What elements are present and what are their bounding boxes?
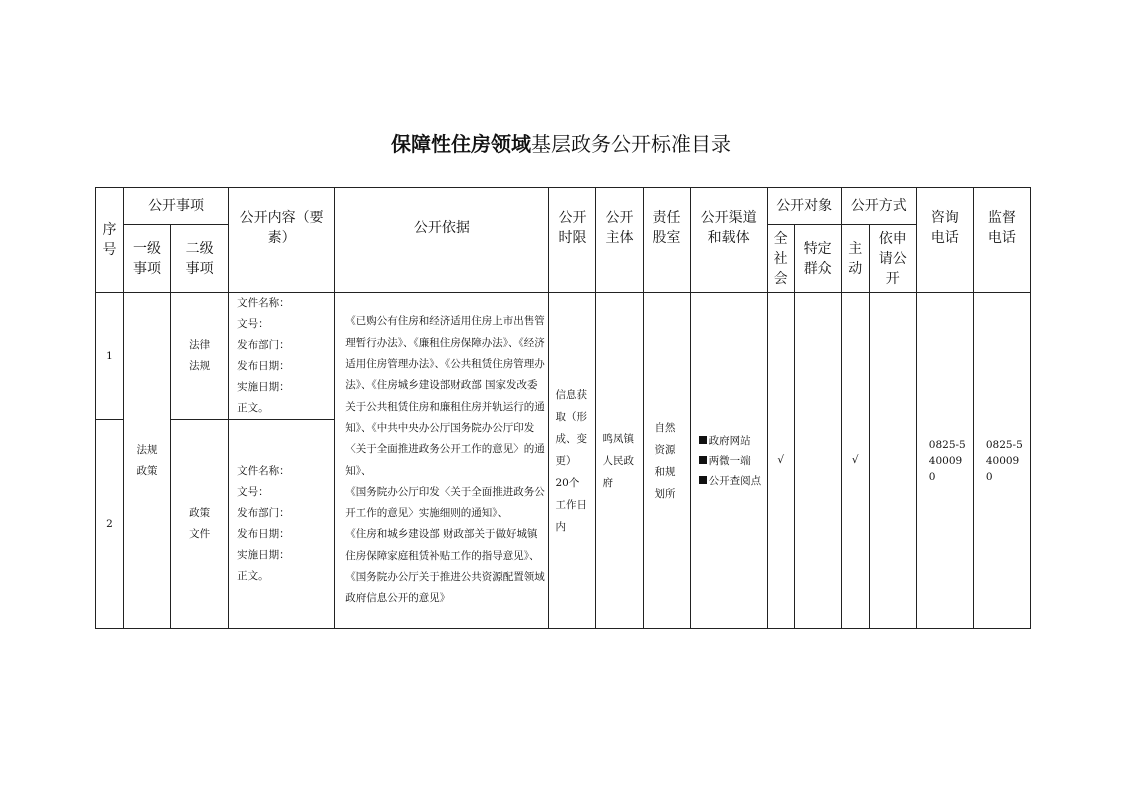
header-seq: 序号 [96,188,124,293]
table-row [96,293,1031,420]
header-item: 公开事项 [124,188,229,225]
item-l2-cell: 政策文件 [171,420,229,629]
header-dept: 责任股室 [643,188,690,293]
row-seq: 2 [96,420,124,629]
header-target-specific: 特定群众 [794,225,841,293]
channel-item: 两微一端 [699,451,767,471]
content-cell: 文件名称： 文号： 发布部门： 发布日期： 实施日期： 正文。 [229,420,335,629]
title-bold: 保障性住房领域 [391,132,531,156]
header-target: 公开对象 [767,188,841,225]
basis-cell: 《已购公有住房和经济适用住房上市出售管理暂行办法》、《廉租住房保障办法》、《经济适用住房管理办法》、《公共租赁住房管理办法》、《住房城乡建设部财政部 国家发改委关于公共租赁住房和廉租住房并轨运行的通知》、《中共中央办公厅国务院办公厅印发〈关于全面推进政务公开工作的意见〉的通知》、 《国务院办公厅印发〈关于全面推进政务公开工作的意见〉实施细则的通知》、 《住房和城乡建设部 财政部关于做好城镇住房保障家庭租赁补贴工作的指导意见》、《国务院办公厅关于推进公共资源配置领域政府信息公开的意见》 [335,293,549,629]
header-time-limit: 公开时限 [549,188,596,293]
mode-apply-cell [869,293,916,629]
mode-active-check: √ [841,293,869,629]
item-l2-cell: 法律法规 [171,293,229,420]
title-rest: 基层政务公开标准目录 [531,132,731,156]
square-bullet-icon [699,436,707,444]
square-bullet-icon [699,476,707,484]
subject-cell: 鸣凤镇人民政府 [596,293,643,629]
header-mode: 公开方式 [841,188,916,225]
header-item-l1: 一级事项 [124,225,171,293]
item-l1-cell: 法规政策 [124,293,171,629]
header-target-all: 全社会 [767,225,794,293]
content-cell: 文件名称： 文号： 发布部门： 发布日期： 实施日期： 正文。 [229,293,335,420]
header-mode-apply: 依申请公开 [869,225,916,293]
catalog-table [95,187,1031,629]
square-bullet-icon [699,456,707,464]
header-channel: 公开渠道和载体 [690,188,767,293]
target-all-check: √ [767,293,794,629]
header-content: 公开内容（要素） [229,188,335,293]
header-supervise-phone: 监督电话 [973,188,1030,293]
page-title [0,131,1122,157]
header-basis: 公开依据 [335,188,549,293]
header-subject: 公开主体 [596,188,643,293]
header-mode-active: 主动 [841,225,869,293]
channel-cell [690,293,767,629]
channel-item: 公开查阅点 [699,471,767,491]
header-item-l2: 二级事项 [171,225,229,293]
header-consult-phone: 咨询电话 [916,188,973,293]
dept-cell: 自然资源和规划所 [643,293,690,629]
channel-item: 政府网站 [699,431,767,451]
time-limit-cell: 信息获取（形成、变更）20个工作日内 [549,293,596,629]
row-seq: 1 [96,293,124,420]
target-specific-cell [794,293,841,629]
consult-phone: 0825-5400090 [916,293,973,629]
supervise-phone: 0825-5400090 [973,293,1030,629]
